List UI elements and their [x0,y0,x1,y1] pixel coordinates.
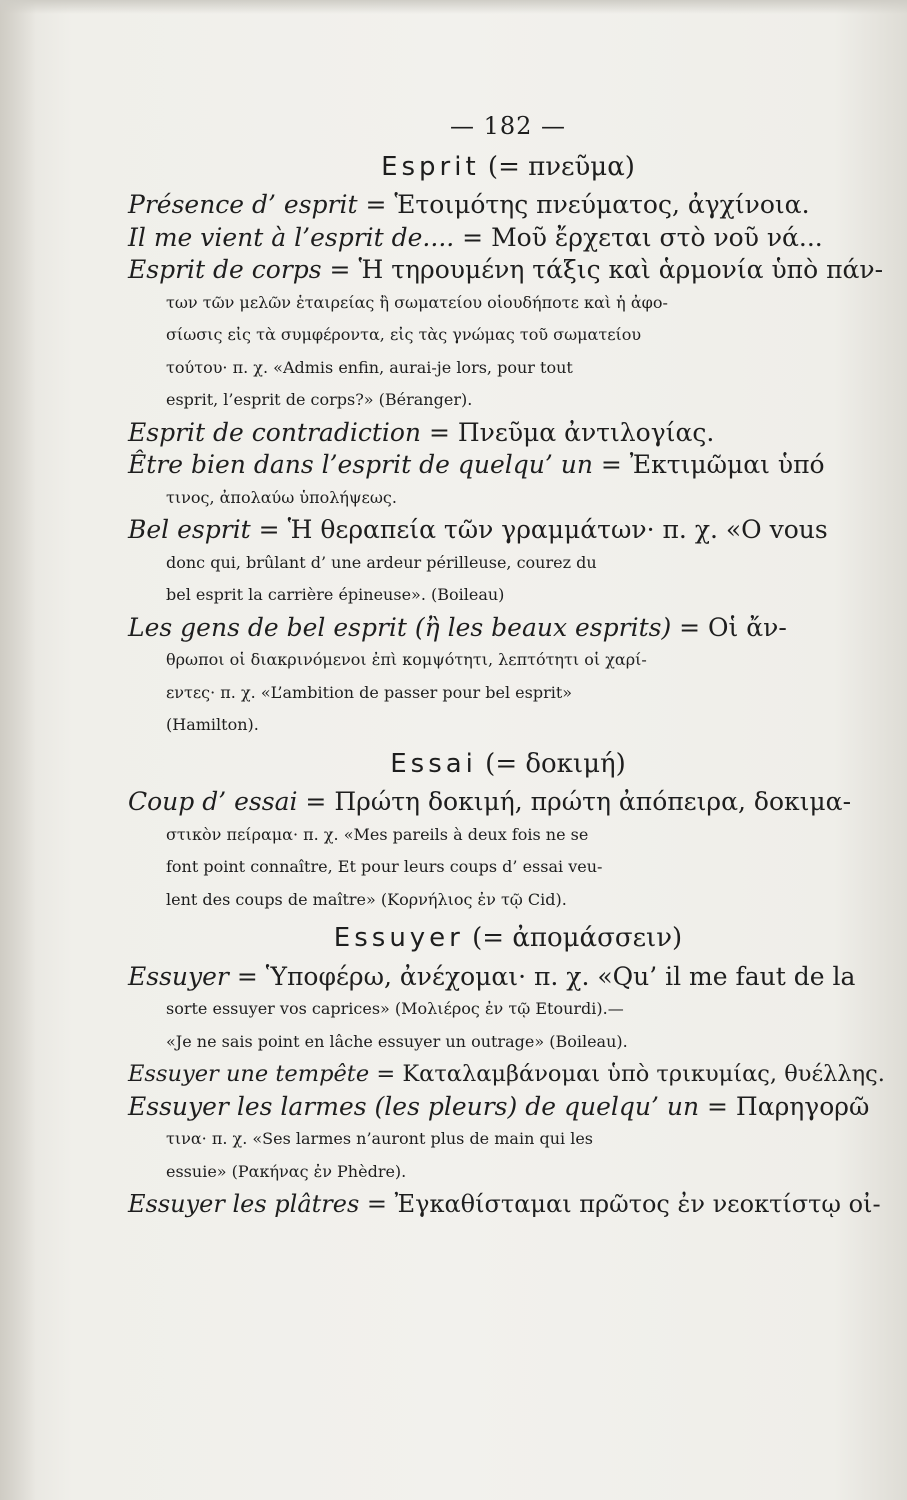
entry-line [128,1026,888,1059]
entry-line [128,384,888,417]
dictionary-sections [128,151,888,1221]
entry-definition: essuie» (Ρακήνας ἐν Phèdre). [166,1161,407,1181]
entry-line [128,709,888,742]
entry-definition: = Ἑτοιμότης πνεύματος, ἀγχίνοια. [357,190,810,219]
page-content [128,110,888,1221]
entry-definition: lent des coups de maître» (Κορνήλιος ἐν τῷ Cid). [166,889,567,909]
entry-line [128,612,888,645]
headword-gloss: (= πνεῦμα) [479,151,635,182]
entry-definition: = Ἡ τηρουμένη τάξις καὶ ἁρμονία ὑπὸ πάν- [321,255,884,284]
entry-definition: θρωποι οἱ διακρινόμενοι ἐπὶ κομψότητι, λεπτότητι οἱ χαρί- [166,650,647,669]
entry-definition: τούτου· π. χ. «Admis enfin, aurai-je lors, pour tout [166,357,573,377]
headword: Essuyer [333,923,464,953]
entry-definition: = Παρηγορῶ [699,1091,870,1121]
entry-term: Bel esprit [128,515,251,544]
entry-definition: = Ἡ θεραπεία τῶν γραμμάτων· π. χ. «O vous [250,515,828,544]
entry-line [128,449,888,482]
page-shadow-top [0,0,907,14]
entry-line [128,819,888,852]
entry-line [128,1123,888,1156]
entry-definition: «Je ne sais point en lâche essuyer un outrage» (Boileau). [166,1031,628,1051]
entry-line [128,884,888,917]
entry-line [128,993,888,1026]
entry-line [128,254,888,287]
section-heading [128,748,888,781]
entry-definition: = Ἐκτιμῶμαι ὑπό [592,450,825,479]
entry-term: Coup d’ essai [128,787,298,816]
section-heading [128,922,888,955]
entry-line [128,417,888,450]
entry-definition: esprit, l’esprit de corps?» (Béranger). [166,390,473,409]
dictionary-entry [128,514,888,612]
entry-definition: bel esprit la carrière épineuse». (Boileau) [166,585,505,604]
entry-line [128,579,888,612]
entry-line [128,319,888,352]
entry-definition: font point connaître, Et pour leurs coups d’ essai veu- [166,857,603,876]
entry-term: Il me vient à l’esprit de.... [128,222,455,252]
entry-line [128,1188,888,1221]
entry-definition: εντες· π. χ. «L’ambition de passer pour bel esprit» [166,682,573,702]
entry-term: Les gens de bel esprit (ἢ les beaux esprits) [128,612,672,642]
dictionary-entry [128,1058,888,1091]
entry-line [128,961,888,994]
dictionary-entry [128,222,888,255]
entry-line [128,1058,888,1091]
page-number: — 182 — [449,112,567,140]
entry-definition: = Οἱ ἄν- [671,612,787,642]
entry-line [128,482,888,515]
entry-term: Esprit de contradiction [128,417,422,447]
page-shadow-left [0,0,36,1500]
entry-definition: τινα· π. χ. «Ses larmes n’auront plus de main qui les [166,1129,593,1148]
entry-definition: = Καταλαμβάνομαι ὑπὸ τρικυμίας, θυέλλης. [369,1061,885,1087]
entry-line [128,677,888,710]
headword-gloss: (= δοκιμή) [476,748,626,779]
entry-definition: = Μοῦ ἔρχεται στὸ νοῦ νά... [454,222,823,252]
section-heading [128,151,888,184]
entry-term: Présence d’ esprit [128,190,358,219]
dictionary-entry [128,449,888,514]
entry-definition: τινος, ἀπολαύω ὑπολήψεως. [166,487,397,507]
entry-line [128,222,888,255]
entry-line [128,786,888,819]
dictionary-entry [128,417,888,450]
dictionary-entry [128,1091,888,1189]
entry-line [128,514,888,547]
entry-line [128,1156,888,1189]
entry-term: Essuyer une tempête [128,1061,370,1087]
entry-line [128,644,888,677]
entry-definition: = Ἐγκαθίσταμαι πρῶτος ἐν νεοκτίστῳ οἰ- [359,1190,881,1218]
entry-line [128,287,888,320]
headword-gloss: (= ἀπομάσσειν) [463,923,683,953]
dictionary-entry [128,786,888,916]
entry-term: Essuyer les larmes (les pleurs) de quelqu’ un [128,1091,700,1121]
entry-line [128,851,888,884]
entry-definition: (Hamilton). [166,715,259,734]
dictionary-entry [128,612,888,742]
dictionary-entry [128,189,888,222]
entry-definition: = Ὑποφέρω, ἀνέχομαι· π. χ. «Qu’ il me faut de la [228,961,856,991]
entry-definition: sorte essuyer vos caprices» (Μολιέρος ἐν τῷ Etourdi).— [166,999,624,1018]
entry-term: Esprit de corps [128,255,322,284]
entry-term: Essuyer les plâtres [128,1190,360,1218]
entry-definition: σίωσις εἰς τὰ συμφέροντα, εἰς τὰς γνώμας τοῦ σωματείου [166,325,642,344]
headword: Esprit [381,151,480,182]
dictionary-entry [128,961,888,1059]
entry-term: Essuyer [128,961,229,991]
headword: Essai [390,748,477,779]
entry-definition: = Πνεῦμα ἀντιλογίας. [421,417,715,447]
entry-line [128,1091,888,1124]
entry-definition: = Πρώτη δοκιμή, πρώτη ἀπόπειρα, δοκιμα- [297,787,852,816]
entry-definition: των τῶν μελῶν ἑταιρείας ἢ σωματείου οἱουδήποτε καὶ ἡ ἀφο- [166,292,668,312]
dictionary-entry [128,1188,888,1221]
entry-term: Être bien dans l’esprit de quelqu’ un [128,450,593,479]
entry-line [128,352,888,385]
entry-definition: donc qui, brûlant d’ une ardeur périlleuse, courez du [166,552,597,572]
dictionary-entry [128,254,888,417]
entry-line [128,547,888,580]
entry-line [128,189,888,222]
entry-definition: στικὸν πείραμα· π. χ. «Mes pareils à deux fois ne se [166,824,589,844]
